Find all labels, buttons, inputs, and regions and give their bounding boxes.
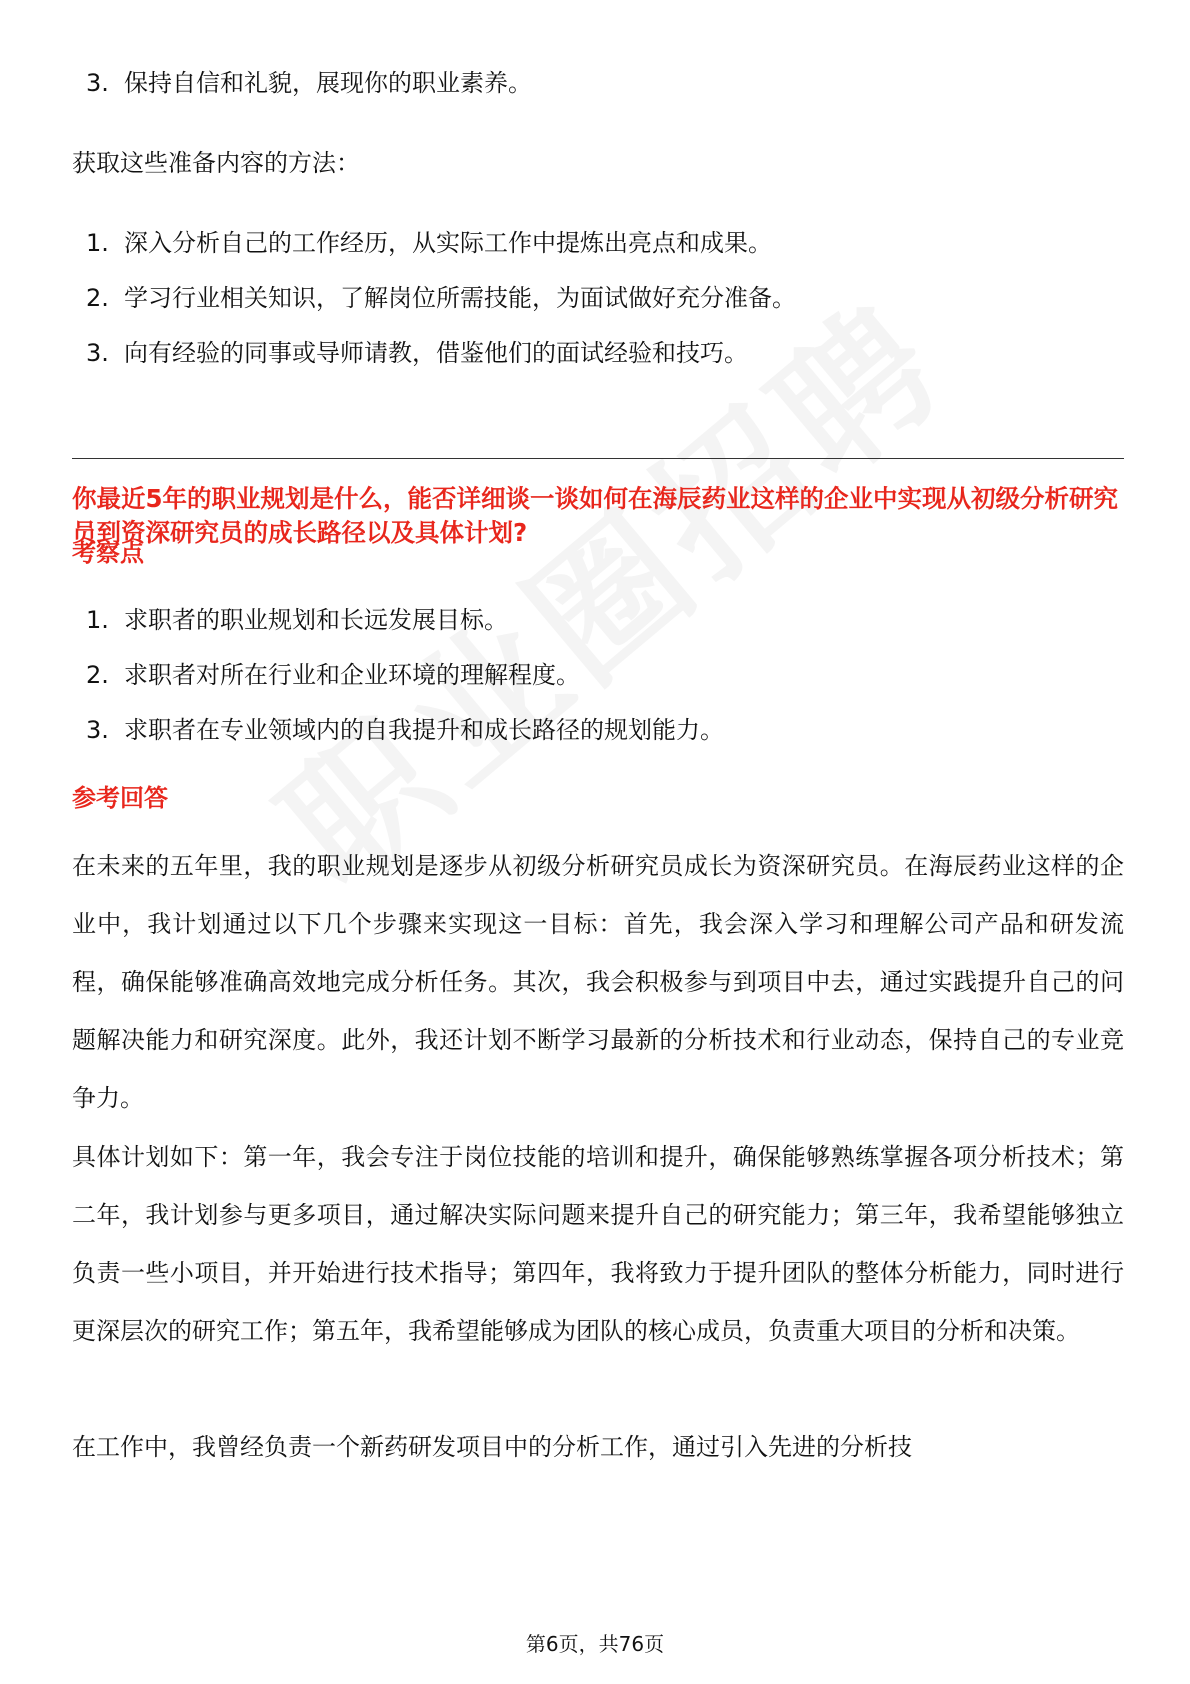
section-divider [72,458,1124,459]
answer-paragraph: 在工作中，我曾经负责一个新药研发项目中的分析工作，通过引入先进的分析技 [72,1433,912,1461]
answer-heading: 参考回答 [72,784,168,812]
list-text: 学习行业相关知识，了解岗位所需技能，为面试做好充分准备。 [124,284,796,312]
list-item [86,228,772,258]
focus-heading: 考察点 [72,539,144,567]
list-item [86,283,796,313]
list-item [86,605,508,635]
list-text: 深入分析自己的工作经历，从实际工作中提炼出亮点和成果。 [124,229,772,257]
list-number: 3. [86,339,109,367]
list-number: 3. [86,69,109,97]
answer-paragraph: 具体计划如下：第一年，我会专注于岗位技能的培训和提升，确保能够熟练掌握各项分析技术；第二年，我计划参与更多项目，通过解决实际问题来提升自己的研究能力；第三年，我希望能够独立负责一些小项目，并开始进行技术指导；第四年，我将致力于提升团队的整体分析能力，同时进行更深层次的研究工作；第五年，我希望能够成为团队的核心成员，负责重大项目的分析和决策。 [72,1143,1124,1345]
list-number: 1. [86,229,109,257]
list-text: 求职者对所在行业和企业环境的理解程度。 [124,661,580,689]
interview-question: 你最近5年的职业规划是什么，能否详细谈一谈如何在海辰药业这样的企业中实现从初级分析研究员到资深研究员的成长路径以及具体计划? [72,484,1119,547]
list-text: 保持自信和礼貌，展现你的职业素养。 [124,69,532,97]
list-text: 求职者在专业领域内的自我提升和成长路径的规划能力。 [124,716,724,744]
list-number: 2. [86,661,109,689]
list-item [86,68,532,98]
list-number: 2. [86,284,109,312]
list-number: 1. [86,606,109,634]
list-text: 求职者的职业规划和长远发展目标。 [124,606,508,634]
list-item [86,715,724,745]
answer-paragraph: 在未来的五年里，我的职业规划是逐步从初级分析研究员成长为资深研究员。在海辰药业这样的企业中，我计划通过以下几个步骤来实现这一目标：首先，我会深入学习和理解公司产品和研发流程，确保能够准确高效地完成分析任务。其次，我会积极参与到项目中去，通过实践提升自己的问题解决能力和研究深度。此外，我还计划不断学习最新的分析技术和行业动态，保持自己的专业竞争力。 [72,852,1124,1112]
methods-heading: 获取这些准备内容的方法： [72,149,360,177]
list-number: 3. [86,716,109,744]
list-item [86,660,580,690]
list-item [86,338,748,368]
list-text: 向有经验的同事或导师请教，借鉴他们的面试经验和技巧。 [124,339,748,367]
page-number: 第6页，共76页 [525,1632,665,1656]
